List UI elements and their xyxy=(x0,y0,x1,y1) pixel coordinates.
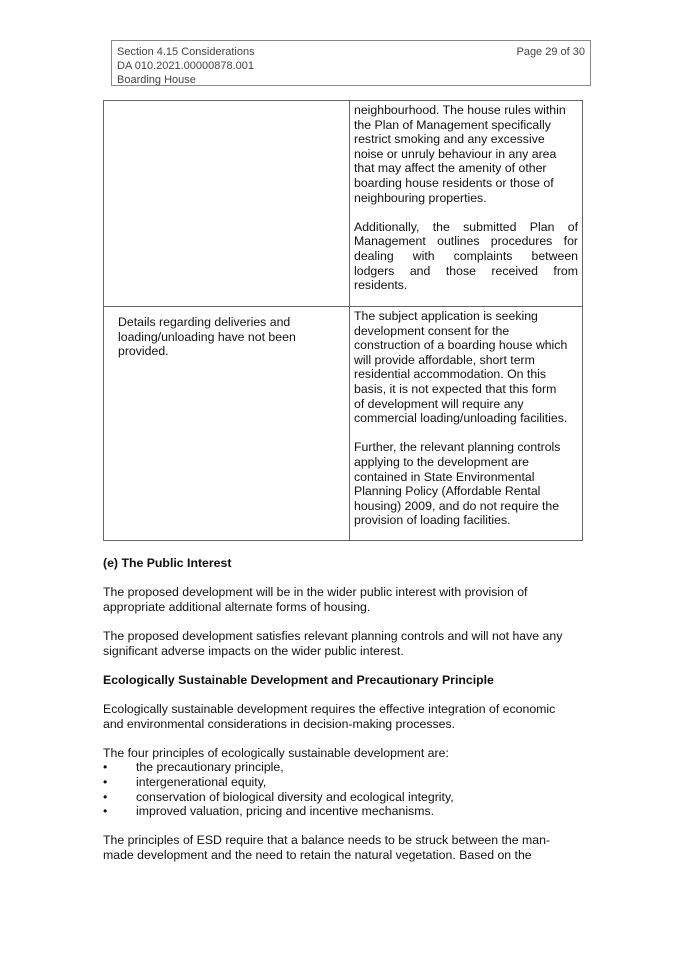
list-item xyxy=(103,790,581,805)
esd-principles-list xyxy=(103,760,581,818)
row2-right-line: construction of a boarding house which xyxy=(354,338,568,353)
paragraph-line: and environmental considerations in decision-making processes. xyxy=(103,716,456,731)
page-number: Page 29 of 30 xyxy=(516,46,585,58)
row1-right-line: that may affect the amenity of other xyxy=(354,161,547,176)
row1-right-line: Management outlines procedures for xyxy=(354,234,578,249)
row2-right-line: development consent for the xyxy=(354,323,510,338)
row1-right-line: residents. xyxy=(354,278,408,293)
list-item xyxy=(103,804,581,819)
table-row2-right-cell xyxy=(354,309,578,528)
considerations-table xyxy=(103,100,583,541)
paragraph-line: significant adverse impacts on the wider public interest. xyxy=(103,643,404,658)
page-header xyxy=(111,40,591,86)
heading-esd: Ecologically Sustainable Development and Precautionary Principle xyxy=(103,672,494,687)
row1-right-line: dealing with complaints between xyxy=(354,248,578,263)
row1-right-line: noise or unruly behaviour in any area xyxy=(354,146,557,161)
heading-public-interest: (e) The Public Interest xyxy=(103,556,232,570)
row1-right-line: neighbourhood. The house rules within xyxy=(354,103,566,117)
row2-left-line: provided. xyxy=(118,344,169,359)
row2-right-line: Further, the relevant planning controls xyxy=(354,440,561,455)
table-row-divider xyxy=(104,306,582,307)
bullet-icon: • xyxy=(103,774,108,789)
paragraph-line: The four principles of ecologically sustainable development are: xyxy=(103,745,449,760)
paragraph-line: appropriate additional alternate forms of housing. xyxy=(103,599,371,614)
bullet-icon: • xyxy=(103,804,108,819)
body-text xyxy=(103,556,581,862)
header-subject: Boarding House xyxy=(117,74,196,86)
row2-right-line: of development will require any xyxy=(354,396,524,411)
paragraph-line: The proposed development satisfies relevant planning controls and will not have any xyxy=(103,628,563,643)
list-item xyxy=(103,760,581,775)
paragraph-line: made development and the need to retain the natural vegetation. Based on the xyxy=(103,847,532,862)
row2-right-line: provision of loading facilities. xyxy=(354,513,511,528)
header-section: Section 4.15 Considerations xyxy=(117,46,255,58)
list-item xyxy=(103,775,581,790)
table-column-divider xyxy=(349,101,350,540)
row1-right-line: the Plan of Management specifically xyxy=(354,117,551,132)
paragraph-line: The principles of ESD require that a balance needs to be struck between the man- xyxy=(103,833,551,848)
table-row2-left-cell xyxy=(118,315,336,359)
list-item-text: intergenerational equity, xyxy=(136,774,267,789)
header-info xyxy=(117,45,255,87)
header-da-number: DA 010.2021.00000878.001 xyxy=(117,60,255,72)
bullet-icon: • xyxy=(103,760,108,775)
row1-right-line: lodgers and those received from xyxy=(354,263,578,278)
row1-right-line: Additionally, the submitted Plan of xyxy=(354,219,578,234)
row1-right-line: boarding house residents or those of xyxy=(354,175,554,190)
row2-right-line: The subject application is seeking xyxy=(354,309,538,323)
bullet-icon: • xyxy=(103,789,108,804)
row2-right-line: residential accommodation. On this xyxy=(354,367,547,382)
row1-right-line: neighbouring properties. xyxy=(354,190,487,205)
row2-right-line: commercial loading/unloading facilities. xyxy=(354,411,568,426)
list-item-text: conservation of biological diversity and ecological integrity, xyxy=(136,789,454,804)
row2-right-line: contained in State Environmental xyxy=(354,469,535,484)
list-item-text: improved valuation, pricing and incentive mechanisms. xyxy=(136,804,435,819)
table-row1-right-cell xyxy=(354,103,578,293)
row2-right-line: basis, it is not expected that this form xyxy=(354,381,557,396)
row2-right-line: housing) 2009, and do not require the xyxy=(354,498,560,513)
row1-right-line: restrict smoking and any excessive xyxy=(354,132,545,147)
row2-left-line: Details regarding deliveries and xyxy=(118,315,291,329)
row2-left-line: loading/unloading have not been xyxy=(118,329,296,344)
paragraph-line: The proposed development will be in the wider public interest with provision of xyxy=(103,585,528,600)
row2-right-line: will provide affordable, short term xyxy=(354,352,535,367)
row2-right-line: applying to the development are xyxy=(354,454,530,469)
list-item-text: the precautionary principle, xyxy=(136,760,284,775)
paragraph-line: Ecologically sustainable development requires the effective integration of economic xyxy=(103,701,556,716)
row2-right-line: Planning Policy (Affordable Rental xyxy=(354,484,541,499)
